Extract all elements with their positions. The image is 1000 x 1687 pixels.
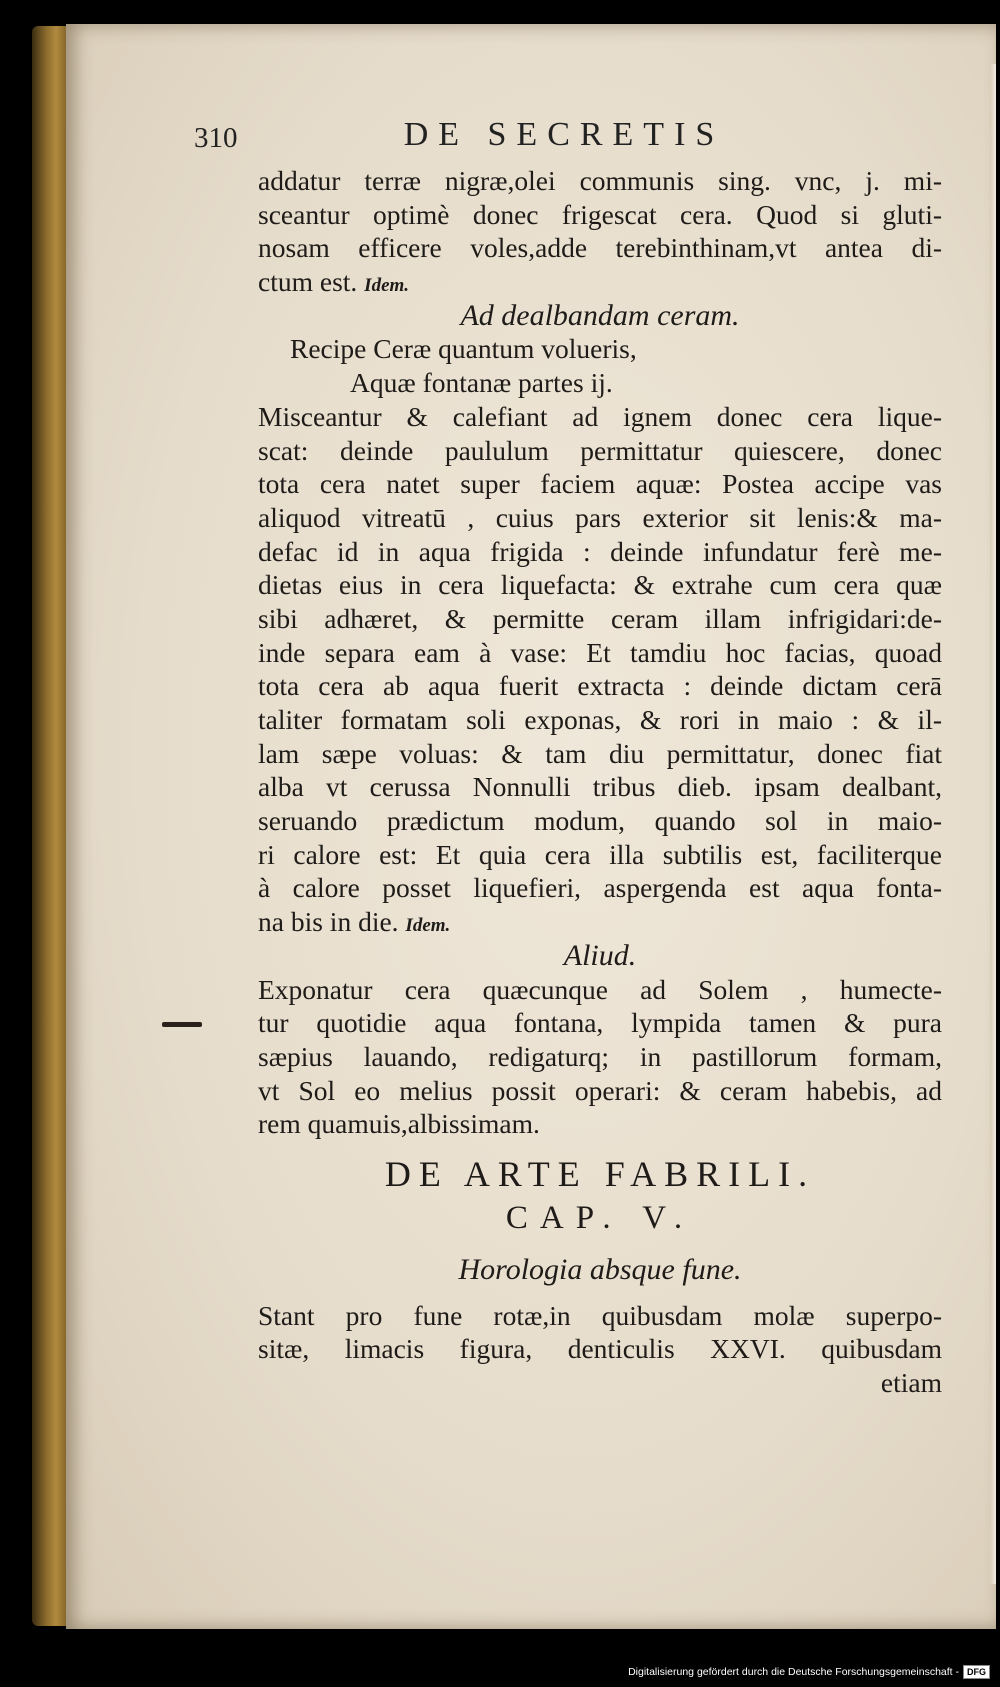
recipe-heading: Ad dealbandam ceram.	[460, 298, 740, 332]
text-line: tota cera ab aqua fuerit extracta : deinde dictam cerā	[258, 670, 942, 702]
credit-text: Digitalisierung gefördert durch die Deutsche Forschungsgemeinschaft -	[628, 1666, 959, 1678]
text-line	[258, 905, 942, 939]
margin-mark	[162, 1022, 202, 1027]
text-line: tur quotidie aqua fontana, lympida tamen & pura	[258, 1007, 942, 1039]
text-line: tota cera natet super faciem aquæ: Postea accipe vas	[258, 468, 942, 500]
text-line	[258, 265, 942, 299]
text-line: Misceantur & calefiant ad ignem donec cera lique-	[258, 400, 942, 432]
text-line: addatur terræ nigræ,olei communis sing. vnc, j. mi-	[258, 165, 942, 196]
text-line: Exponatur cera quæcunque ad Solem , humecte-	[258, 973, 942, 1005]
text-line: alba vt cerussa Nonnulli tribus dieb. ipsam dealbant,	[258, 771, 942, 803]
text-line: sibi adhæret, & permitte ceram illam infrigidari:de-	[258, 602, 942, 634]
text-line: defac id in aqua frigida : deinde infundatur ferè me-	[258, 535, 942, 567]
text-line: scat: deinde paululum permittatur quiescere, donec	[258, 434, 942, 466]
recipe-line: Recipe Ceræ quantum volueris,	[290, 333, 637, 365]
running-head: DE SECRETIS	[403, 116, 725, 153]
text-line: sitæ, limacis figura, denticulis XXVI. quibusdam	[258, 1333, 942, 1365]
text-fragment: ctum est.	[258, 266, 358, 298]
source-attribution: Idem.	[405, 915, 451, 937]
page-edge	[990, 64, 996, 1584]
text-line: dietas eius in cera liquefacta: & extrahe cum cera quæ	[258, 569, 942, 601]
page-body	[258, 164, 942, 1400]
digitization-credit	[628, 1665, 990, 1679]
text-line: aliquod vitreatū , cuius pars exterior sit lenis:& ma-	[258, 501, 942, 533]
text-line: Stant pro fune rotæ,in quibusdam molæ superpo-	[258, 1299, 942, 1331]
text-line: à calore posset liquefieri, aspergenda est aqua fonta-	[258, 872, 942, 904]
recipe-heading: Aliud.	[563, 938, 637, 972]
text-line: nosam efficere voles,adde terebinthinam,vt antea di-	[258, 232, 942, 264]
text-line: sæpius lauando, redigaturq; in pastillorum formam,	[258, 1040, 942, 1072]
text-line: seruando prædictum modum, quando sol in maio-	[258, 805, 942, 837]
recipe-line: Aquæ fontanæ partes ij.	[350, 367, 613, 399]
catchword: etiam	[880, 1367, 942, 1398]
text-line: inde separa eam à vase: Et tamdiu hoc facias, quoad	[258, 636, 942, 668]
text-line: taliter formatam soli exponas, & rori in maio : & il-	[258, 704, 942, 735]
text-line: vt Sol eo melius possit operari: & ceram habebis, ad	[258, 1074, 942, 1106]
page-header	[194, 116, 934, 160]
chapter-number: CAP. V.	[505, 1199, 695, 1236]
text-fragment: na bis in die.	[258, 906, 399, 938]
dfg-logo: DFG	[963, 1665, 990, 1679]
recipe-heading: Horologia absque fune.	[458, 1252, 742, 1286]
text-line: lam sæpe voluas: & tam diu permittatur, donec fiat	[258, 737, 942, 769]
text-line: sceantur optimè donec frigescat cera. Quod si gluti-	[258, 198, 942, 230]
text-line: ri calore est: Et quia cera illa subtilis est, faciliterque	[258, 838, 942, 870]
page-number: 310	[194, 122, 238, 154]
text-line: rem quamuis,albissimam.	[258, 1108, 540, 1140]
source-attribution: Idem.	[364, 275, 410, 297]
section-title: DE ARTE FABRILI.	[384, 1153, 816, 1194]
